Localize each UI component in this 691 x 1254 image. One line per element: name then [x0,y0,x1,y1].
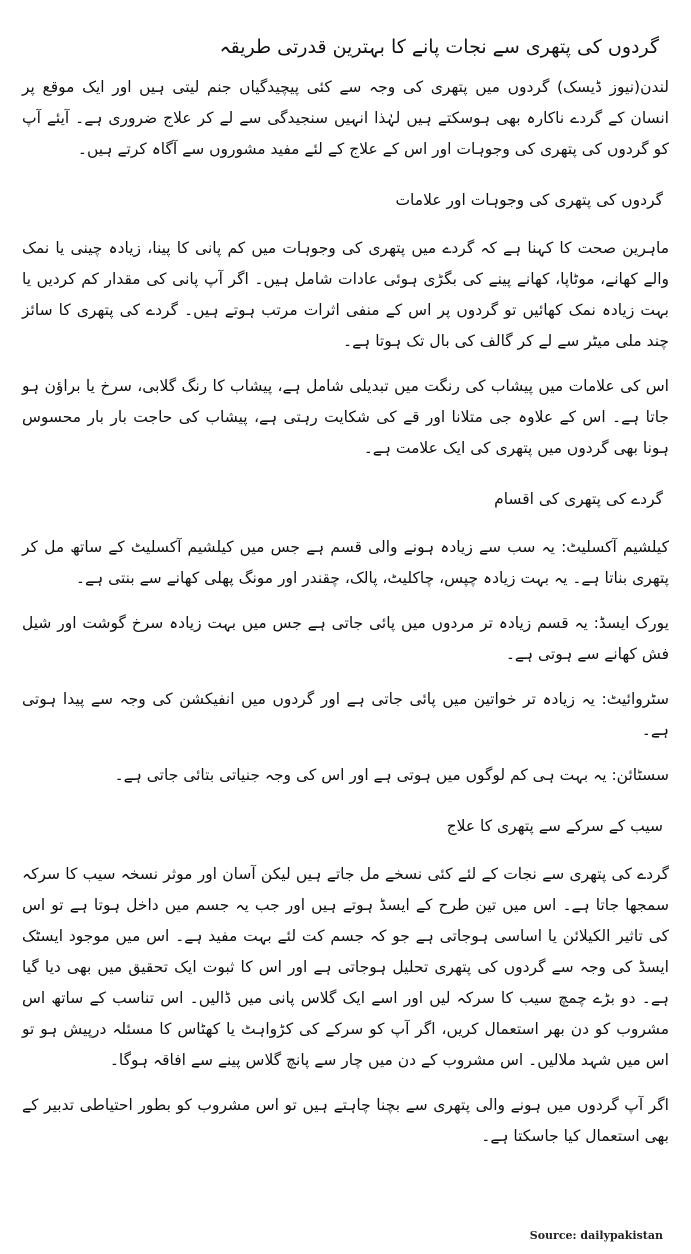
causes-heading: گردوں کی پتھری کی وجوہات اور علامات [395,191,663,209]
remedy-paragraph: گردے کی پتھری سے نجات کے لئے کئی نسخے مل جاتے ہیں لیکن آسان اور موثر نسخہ سیب کا سرکہ سمجھا جاتا ہے۔ اس میں تین طرح کے ایسڈ ہوتے ہیں اور جب یہ جسم میں داخل ہوتا ہے تو اس کی تاثیر الکیلائن یا اساسی ہوجاتی ہے جو کہ جسم کت لئے بہت مفید ہے۔ اس میں موجود ایسٹک ایسڈ کی وجہ سے گردوں کی پتھری تحلیل ہوجاتی ہے اور اس کا ثبوت ایک تحقیق میں بھی دیا گیا ہے۔ دو بڑے چمچ سیب کا سرکہ لیں اور اسے ایک گلاس پانی میں ڈالیں۔ اس تناسب کے ساتھ اس مشروب کو دن بھر استعمال کریں، اگر آپ کو سرکے کی کڑواہٹ یا کھٹاس کا مسئلہ درپیش ہو تو اس میں شہد ملالیں۔ اس مشروب کے دن میں چار سے پانچ گلاس پینے سے افاقہ ہوگا۔ [22,865,669,1069]
symptoms-paragraph: اس کی علامات میں پیشاب کی رنگت میں تبدیلی شامل ہے، پیشاب کا رنگ گلابی، سرخ یا براؤن ہو جاتا ہے۔ اس کے علاوہ جی متلانا اور قے کی شکایت رہتی ہے، پیشاب کی حاجت بار بار محسوس ہونا بھی گردوں میں پتھری کی ایک علامت ہے۔ [22,377,669,457]
type-calcium-oxalate: کیلشیم آکسلیٹ: یہ سب سے زیادہ ہونے والی قسم ہے جس میں کیلشیم آکسلیٹ کے ساتھ مل کر پتھری بناتا ہے۔ یہ بہت زیادہ چپس، چاکلیٹ، پالک، چقندر اور مونگ پھلی کھانے سے بنتی ہے۔ [22,538,669,587]
type-cystine: سسٹائن: یہ بہت ہی کم لوگوں میں ہوتی ہے اور اس کی وجہ جنیاتی بتائی جاتی ہے۔ [114,766,669,784]
types-heading: گردے کی پتھری کی اقسام [494,490,663,508]
type-struvite: سٹروائیٹ: یہ زیادہ تر خواتین میں پائی جاتی ہے اور گردوں میں انفیکشن کی وجہ سے پیدا ہوتی ہے۔ [22,690,669,739]
article-title: گردوں کی پتھری سے نجات پانے کا بہترین قدرتی طریقہ [219,36,659,58]
remedy-heading: سیب کے سرکے سے پتھری کا علاج [446,817,663,835]
prevention-paragraph: اگر آپ گردوں میں ہونے والی پتھری سے بچنا چاہتے ہیں تو اس مشروب کو بطور احتیاطی تدبیر کے بھی استعمال کیا جاسکتا ہے۔ [22,1096,669,1145]
intro-paragraph: لندن(نیوز ڈیسک) گردوں میں پتھری کی وجہ سے کئی پیچیدگیاں جنم لیتی ہیں اور ایک موقع پر انسان کے گردے ناکارہ بھی ہوسکتے ہیں لہٰذا انہیں سنجیدگی سے لے کر علاج ضروری ہے۔ آیئے آپ کو گردوں کی پتھری کی وجوہات اور اس کے علاج کے لئے مفید مشوروں سے آگاہ کرتے ہیں۔ [22,78,669,158]
type-uric-acid: یورک ایسڈ: یہ قسم زیادہ تر مردوں میں پائی جاتی ہے جس میں بہت زیادہ سرخ گوشت اور شیل فش کھانے سے ہوتی ہے۔ [22,614,669,663]
source-credit: Source: dailypakistan [529,1229,663,1242]
causes-paragraph: ماہرین صحت کا کہنا ہے کہ گردے میں پتھری کی وجوہات میں کم پانی کا پینا، زیادہ چینی یا نمک والے کھانے، موٹاپا، کھانے پینے کی بگڑی ہوئی عادات شامل ہیں۔ اگر آپ پانی کی مقدار کم کردیں یا بہت زیادہ نمک کھائیں تو گردوں پر اس کے منفی اثرات مرتب ہوتے ہیں۔ گردے کی پتھری کا سائز چند ملی میٹر سے لے کر گالف کی بال تک ہوتا ہے۔ [22,239,669,350]
